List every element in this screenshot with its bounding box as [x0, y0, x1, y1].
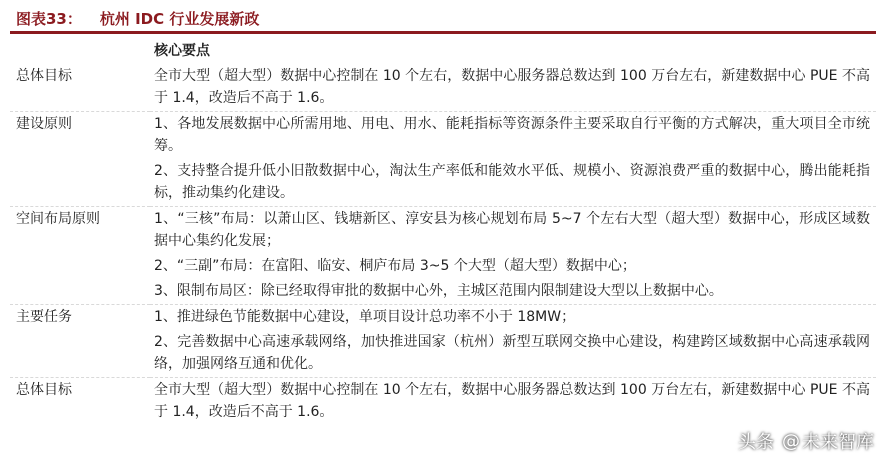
watermark-source: 头条 — [738, 432, 774, 453]
figure-title-bar — [10, 6, 876, 34]
row-item: 2、支持整合提升低小旧散数据中心，淘汰生产率低和能效水平低、规模小、资源浪费严重的数据中心，腾出能耗指标，推动集约化建设。 — [154, 163, 870, 201]
row-item: 2、“三副”布局：在富阳、临安、桐庐布局 3~5 个大型（超大型）数据中心； — [154, 258, 636, 274]
table-row — [10, 305, 876, 378]
row-category: 建设原则 — [10, 112, 150, 207]
content-column-header: 核心要点 — [154, 43, 210, 59]
row-item: 1、推进绿色节能数据中心建设，单项目设计总功率不小于 18MW； — [154, 309, 576, 325]
row-category: 主要任务 — [10, 305, 150, 378]
table-row — [10, 207, 876, 305]
watermark — [738, 428, 874, 454]
row-content — [150, 112, 876, 207]
row-content — [150, 207, 876, 305]
figure-title: 杭州 IDC 行业发展新政 — [99, 10, 260, 28]
row-item: 全市大型（超大型）数据中心控制在 10 个左右，数据中心服务器总数达到 100 万台左右，新建数据中心 PUE 不高于 1.4，改造后不高于 1.6。 — [154, 382, 870, 420]
table-header-row — [10, 40, 876, 64]
row-item: 1、各地发展数据中心所需用地、用电、用水、能耗指标等资源条件主要采取自行平衡的方式解决，重大项目全市统筹。 — [154, 116, 870, 154]
table-row — [10, 64, 876, 112]
row-content — [150, 64, 876, 112]
row-category: 总体目标 — [10, 378, 150, 426]
watermark-at: @ — [782, 430, 800, 452]
row-item: 1、“三核”布局：以萧山区、钱塘新区、淳安县为核心规划布局 5~7 个左右大型（超大型）数据中心，形成区域数据中心集约化发展； — [154, 211, 870, 249]
table-row — [10, 112, 876, 207]
figure-label: 图表33： — [16, 10, 82, 28]
watermark-account: 未来智库 — [802, 432, 874, 453]
table-row — [10, 378, 876, 426]
category-column-header — [10, 40, 150, 64]
row-category: 总体目标 — [16, 68, 72, 84]
row-item: 3、限制布局区：除已经取得审批的数据中心外，主城区范围内限制建设大型以上数据中心。 — [154, 283, 723, 299]
row-item: 全市大型（超大型）数据中心控制在 10 个左右，数据中心服务器总数达到 100 万台左右，新建数据中心 PUE 不高于 1.4，改造后不高于 1.6。 — [154, 68, 870, 106]
row-category: 空间布局原则 — [10, 207, 150, 305]
row-content — [150, 305, 876, 378]
policy-table — [10, 40, 876, 425]
row-content — [150, 378, 876, 426]
row-item: 2、完善数据中心高速承载网络，加快推进国家（杭州）新型互联网交换中心建设，构建跨区域数据中心高速承载网络，加强网络互通和优化。 — [154, 334, 870, 372]
